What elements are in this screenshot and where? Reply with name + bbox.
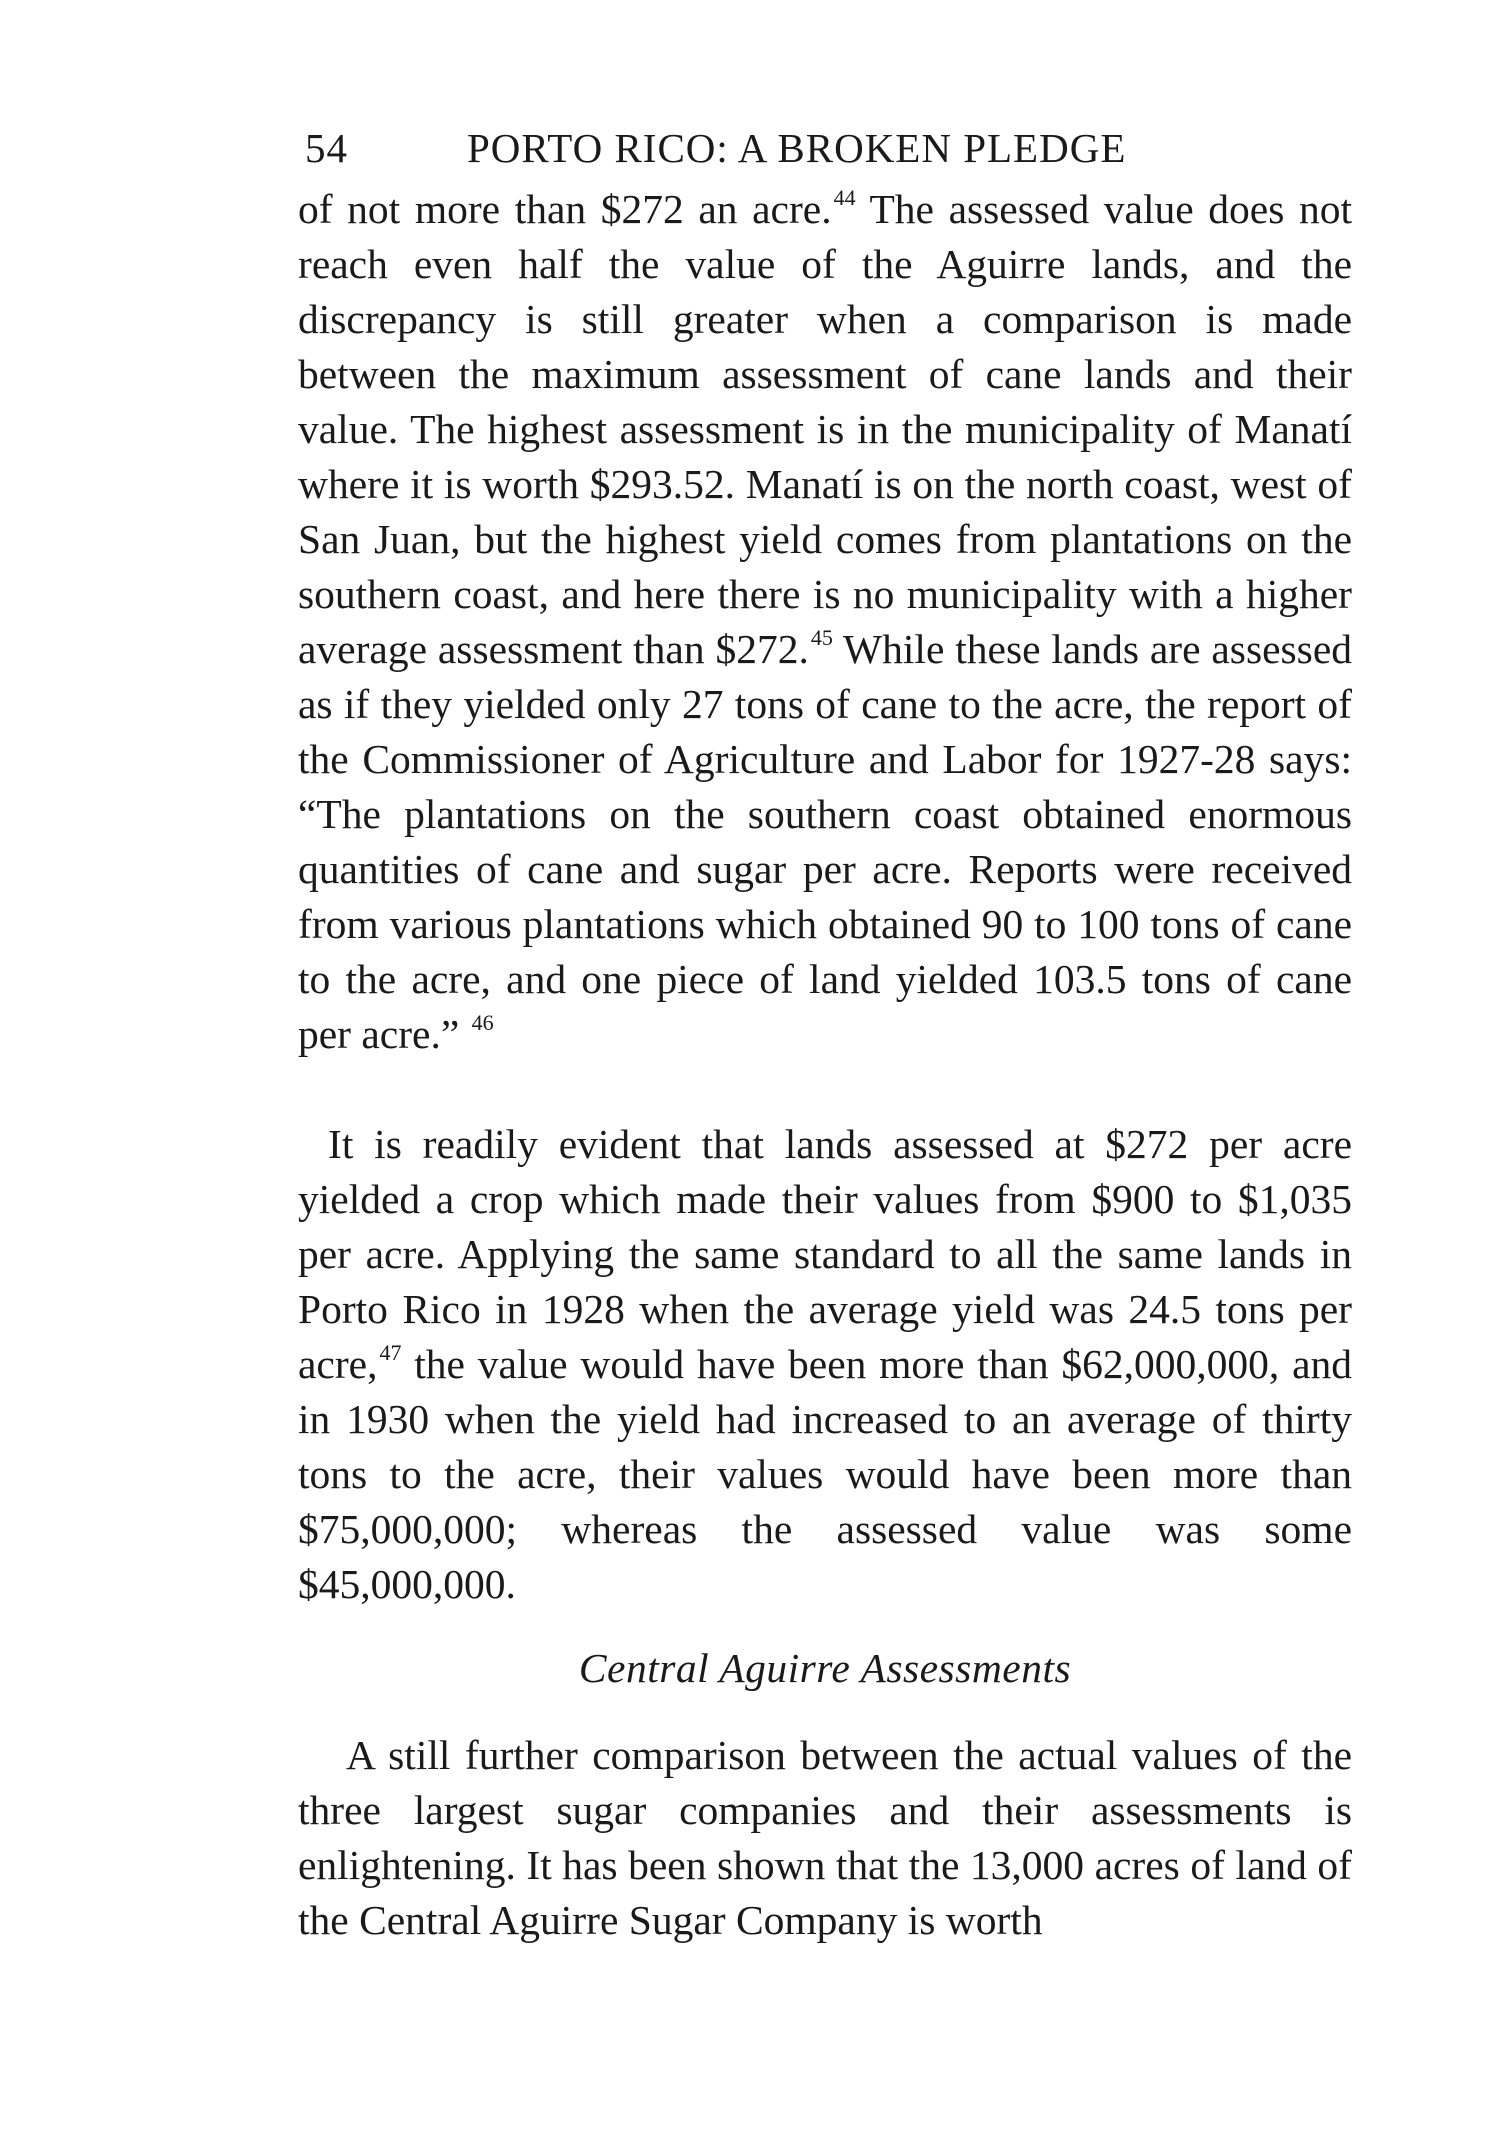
footnote-ref-46: 46 (471, 1010, 494, 1035)
footnote-ref-45: 45 (810, 625, 833, 650)
paragraph-1 (298, 182, 1352, 1062)
paragraph-text: the value would have been more than $62,000,000, and in 1930 when the yield had increased to an average of thirty tons to the acre, their values would have been more than $75,000,000; whereas the assessed value was some $45,000,000. (298, 1341, 1352, 1607)
paragraph-text: It is readily evident that lands assessed at $272 per acre yielded a crop which made their values from $900 to $1,035 per acre. Applying the same standard to all the same lands in Porto Rico in 1928 when the average yield was 24.5 tons per acre, (298, 1121, 1352, 1387)
paragraph-2 (298, 1117, 1352, 1612)
paragraph-text: While these lands are assessed as if they yielded only 27 tons of cane to the acre, the report of the Commissioner of Agriculture and Labor for 1927-28 says: “The plantations on the southern coast obtained enormous quantities of cane and sugar per acre. Reports were received from various plantations which obtained 90 to 100 tons of cane to the acre, and one piece of land yielded 103.5 tons of cane per acre.” (298, 626, 1352, 1057)
paragraph-text: of not more than $272 an acre. (298, 186, 832, 232)
paragraph-text: The assessed value does not reach even half the value of the Aguirre lands, and the discrepancy is still greater when a comparison is made between the maximum assessment of cane lands and their value. The highest assessment is in the municipality of Manatí where it is worth $293.52. Manatí is on the north coast, west of San Juan, but the highest yield comes from plantations on the southern coast, and here there is no municipality with a higher average assessment than $272. (298, 186, 1352, 672)
page-number: 54 (305, 125, 348, 171)
footnote-ref-47: 47 (379, 1340, 402, 1365)
paragraph-3 (298, 1728, 1352, 1948)
footnote-ref-44: 44 (833, 185, 856, 210)
section-heading: Central Aguirre Assessments (578, 1645, 1072, 1691)
running-title: PORTO RICO: A BROKEN PLEDGE (467, 125, 1127, 171)
running-head (305, 118, 1205, 178)
paragraph-text: A still further comparison between the actual values of the three largest sugar companies and their assessments is enlightening. It has been shown that the 13,000 acres of land of the Central Aguirre Sugar Company is worth (298, 1732, 1352, 1943)
